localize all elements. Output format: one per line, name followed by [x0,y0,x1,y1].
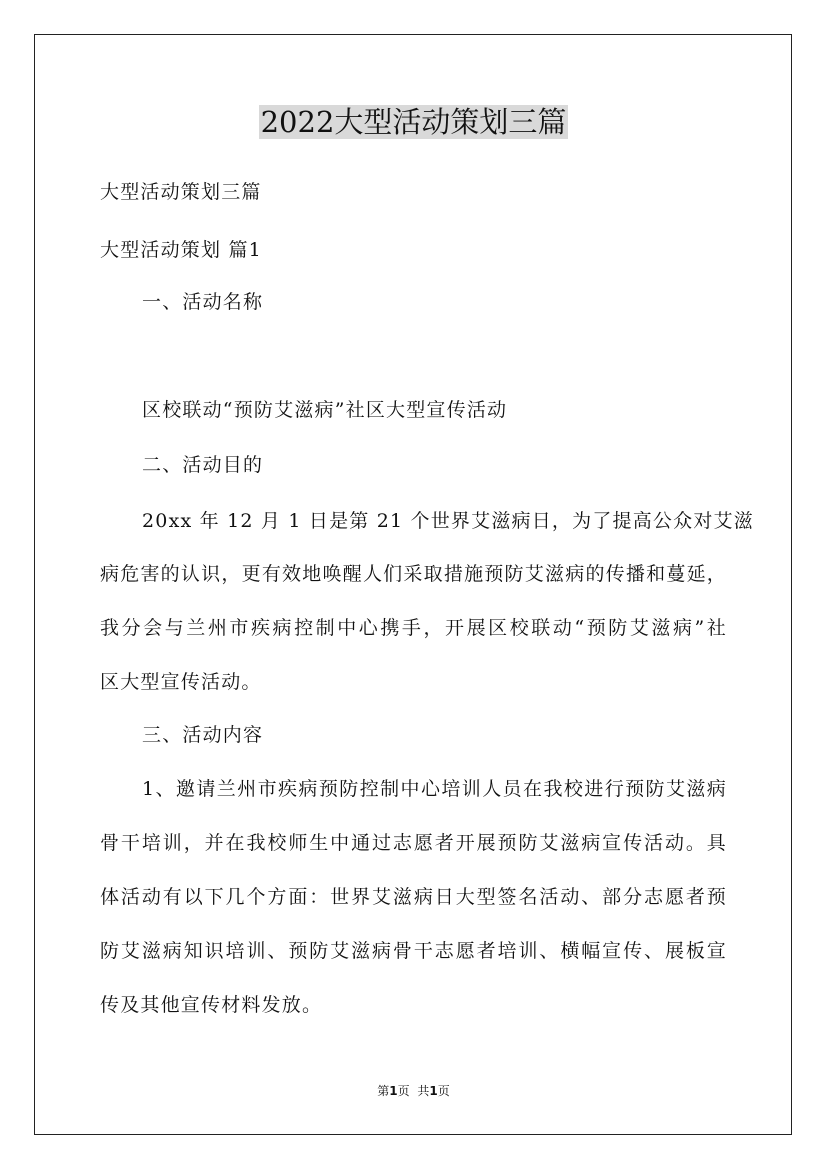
footer-page-number: 1 [389,1084,398,1098]
page-footer [0,1083,827,1099]
paragraph-line: 病危害的认识，更有效地唤醒人们采取措施预防艾滋病的传播和蔓延， [100,563,727,585]
footer-page-suffix: 页 [397,1084,410,1098]
paragraph-line: 骨干培训，并在我校师生中通过志愿者开展预防艾滋病宣传活动。具 [100,832,727,854]
footer-total-number: 1 [429,1084,438,1098]
document-title-text: 2022大型活动策划三篇 [260,105,567,139]
footer-total-prefix: 共 [417,1084,430,1098]
paragraph-line: 1、邀请兰州市疾病预防控制中心培训人员在我校进行预防艾滋病 [142,778,727,800]
paragraph-line: 体活动有以下几个方面：世界艾滋病日大型签名活动、部分志愿者预 [100,886,727,908]
paragraph-line: 20xx 年 12 月 1 日是第 21 个世界艾滋病日，为了提高公众对艾滋 [142,510,754,532]
paragraph-line: 我分会与兰州市疾病控制中心携手，开展区校联动“预防艾滋病”社 [100,617,727,639]
footer-page-prefix: 第 [377,1084,390,1098]
section-heading: 大型活动策划 篇1 [100,239,262,261]
activity-name-text: 区校联动“预防艾滋病”社区大型宣传活动 [142,399,508,421]
document-title [0,100,827,144]
footer-total-suffix: 页 [437,1084,450,1098]
paragraph-line: 防艾滋病知识培训、预防艾滋病骨干志愿者培训、横幅宣传、展板宣 [100,940,727,962]
subtitle-line: 大型活动策划三篇 [100,181,262,203]
heading-activity-name: 一、活动名称 [142,291,264,313]
heading-activity-content: 三、活动内容 [142,724,264,746]
paragraph-line: 区大型宣传活动。 [100,671,262,693]
paragraph-line: 传及其他宣传材料发放。 [100,994,323,1016]
heading-activity-purpose: 二、活动目的 [142,454,264,476]
